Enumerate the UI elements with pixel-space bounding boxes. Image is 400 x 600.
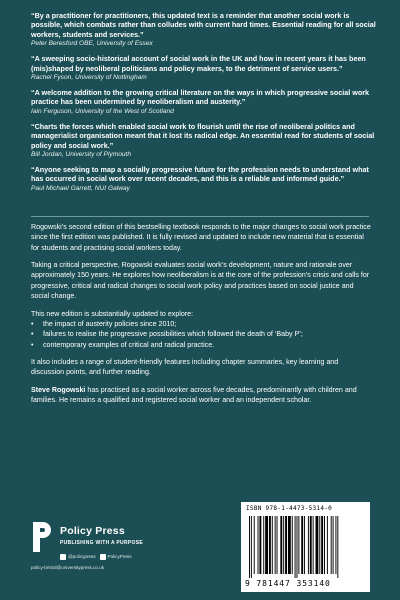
facebook-handle: PolicyPress [107,554,132,560]
publisher-name: Policy Press [60,525,125,537]
endorsement [31,122,381,159]
endorsement [31,88,381,116]
endorsement [31,165,381,193]
endorsement-quote: “A welcome addition to the growing critical literature on the ways in which progressive social work practice has been undermined by neoliberalism and austerity.” [31,88,370,107]
twitter-icon [60,554,66,560]
endorsement-attribution: Paul Michael Garrett, NUI Galway [31,184,130,192]
description-paragraph: Taking a critical perspective, Rogowski evaluates social work’s development, nature and rationale over approximately 150 years. He explores how neoliberalism is at the core of the profession’s crisis and calls for progressive, critical and radical changes to social work policy and practices based on social justice and social change. [31,261,370,301]
publisher-email: policy-bristol@universitypress.co.uk [31,565,105,570]
publisher-social [60,554,132,560]
endorsement-quote: “By a practitioner for practitioners, this updated text is a reminder that another social work is possible, which combats rather than colludes with current hard times. Essential reading for all social workers, students and services.” [31,11,376,39]
endorsement-attribution: Peter Beresford OBE, University of Essex [31,40,153,48]
feature-list-item: • the impact of austerity policies since 2010; [31,319,371,329]
endorsement-quote: “A sweeping socio-historical account of social work in the UK and how in recent years it has been (mis)shaped by neoliberal politicians and policy makers, to the detriment of service users.” [31,54,366,73]
section-divider [31,216,369,217]
author-name: Steve Rogowski [31,385,86,394]
endorsement-quote: “Anyone seeking to map a socially progressive future for the profession needs to understand what has occurred in social work over recent decades, and this is a reliable and informed guide.” [31,165,369,184]
endorsement [31,54,381,82]
author-bio [31,385,371,406]
policy-press-logo-icon [31,520,53,554]
barcode-digits: 9 781447 353140 [245,579,331,588]
endorsement-attribution: Bill Jordan, University of Plymouth [31,151,132,159]
endorsement-attribution: Iain Ferguson, University of the West of Scotland [31,107,174,115]
feature-list-item: • contemporary examples of critical and radical practice. [31,340,371,350]
endorsement-quote: “Charts the forces which enabled social work to flourish until the rise of neoliberal politics and managerialist organisation meant that it lost its radical edge. An essential read for students of social policy and social work.” [31,121,375,150]
description-paragraph: Rogowski’s second edition of this bestselling textbook responds to the major changes to social work practice since the first edition was published. It is fully revised and updated to include new material that is essential for students and practising social workers today. [31,223,371,252]
endorsement [31,11,381,48]
facebook-icon [100,554,106,560]
endorsement-attribution: Rachel Fyson, University of Nottingham [31,74,147,82]
description-paragraph: This new edition is substantially updated to explore: [31,309,194,318]
author-bio-text: has practised as a social worker across five decades, predominantly with children and families. He remains a qualified and registered social worker and an independent scholar. [31,385,357,405]
barcode-icon [249,516,362,578]
description-paragraph: It also includes a range of student-friendly features including chapter summaries, key learning and discussion points, and further reading. [31,357,339,377]
publisher-tagline: PUBLISHING WITH A PURPOSE [60,540,143,546]
publisher-block [31,520,201,590]
endorsements-section [31,11,381,199]
feature-list [31,319,371,350]
isbn-label: ISBN 978-1-4473-5314-0 [246,505,333,512]
book-description [31,222,371,413]
twitter-handle: @policypress [68,554,96,560]
isbn-barcode [241,502,370,592]
feature-list-item: • failures to realise the progressive possibilities which followed the death of ‘Baby P’; [31,329,371,339]
